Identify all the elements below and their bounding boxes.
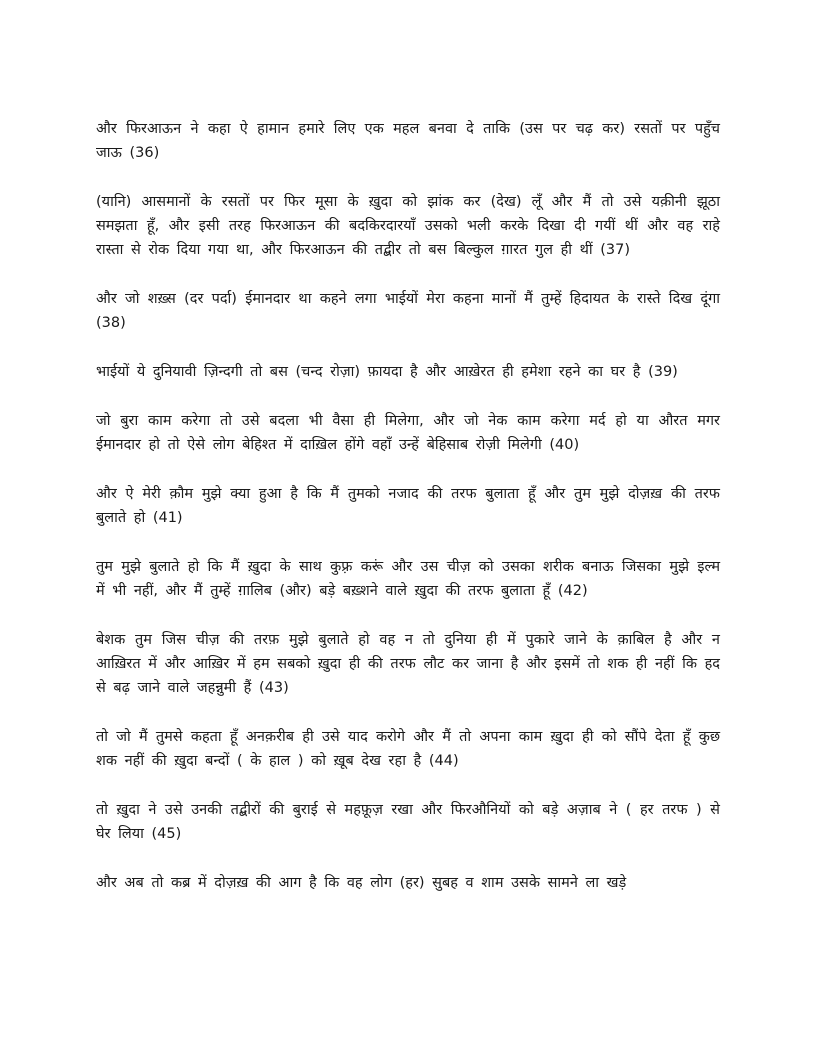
paragraph-text: और अब तो कब्र में दोज़ख़ की आग है कि वह लोग (हर) सुबह व शाम उसके सामने ला खड़े <box>96 875 627 891</box>
document-body <box>96 117 720 920</box>
verse-number: (39) <box>648 364 678 380</box>
verse-number: (44) <box>428 753 459 769</box>
paragraph-text: और फिरआऊन ने कहा ऐ हामान हमारे लिए एक महल बनवा दे ताकि (उस पर चढ़ कर) रसतों पर पहुँच जाऊ <box>96 121 720 161</box>
paragraph-verse-40 <box>96 409 720 457</box>
paragraph-verse-44 <box>96 725 720 773</box>
paragraph-verse-46-partial <box>96 871 720 895</box>
paragraph-verse-42 <box>96 555 720 603</box>
verse-number: (36) <box>129 145 160 161</box>
paragraph-text: तो जो मैं तुमसे कहता हूँ अनक़रीब ही उसे याद करोगे और मैं तो अपना काम ख़ुदा ही को सौंपे देता हूँ कुछ शक नहीं की ख़ुदा बन्दों ( के हाल ) को ख़ूब देख रहा है <box>96 729 720 769</box>
paragraph-verse-38 <box>96 287 720 335</box>
verse-number: (40) <box>549 437 580 453</box>
paragraph-verse-39 <box>96 360 720 384</box>
verse-number: (37) <box>600 242 631 258</box>
verse-number: (41) <box>152 510 183 526</box>
paragraph-text: भाईयों ये दुनियावी ज़िन्दगी तो बस (चन्द रोज़ा) फ़ायदा है और आख़ेरत ही हमेशा रहने का घर है <box>96 364 641 380</box>
paragraph-verse-37 <box>96 190 720 262</box>
paragraph-text: और ऐ मेरी क़ौम मुझे क्या हुआ है कि मैं तुमको नजाद की तरफ बुलाता हूँ और तुम मुझे दोज़ख़ की तरफ बुलाते हो <box>96 486 720 526</box>
verse-number: (38) <box>96 315 126 331</box>
paragraph-text: तो ख़ुदा ने उसे उनकी तद्बीरों की बुराई से महफ़ूज़ रखा और फिरऔनियों को बड़े अज़ाब ने ( हर तरफ ) से घेर लिया <box>96 802 720 842</box>
paragraph-text: जो बुरा काम करेगा तो उसे बदला भी वैसा ही मिलेगा, और जो नेक काम करेगा मर्द हो या औरत मगर ईमानदार हो तो ऐसे लोग बेहिश्त में दाख़िल होंगे वहाँ उन्हें बेहिसाब रोज़ी मिलेगी <box>96 413 720 453</box>
verse-number: (42) <box>557 583 588 599</box>
verse-number: (43) <box>258 680 289 696</box>
paragraph-verse-43 <box>96 628 720 700</box>
paragraph-verse-41 <box>96 482 720 530</box>
paragraph-text: और जो शख़्स (दर पर्दा) ईमानदार था कहने लगा भाईयों मेरा कहना मानों मैं तुम्हें हिदायत के रास्ते दिख दूंगा <box>96 291 720 307</box>
paragraph-text: बेशक तुम जिस चीज़ की तरफ़ मुझे बुलाते हो वह न तो दुनिया ही में पुकारे जाने के क़ाबिल है और न आख़िरत में और आख़िर में हम सबको ख़ुदा ही की तरफ लौट कर जाना है और इसमें तो शक ही नहीं कि हद से बढ़ जाने वाले जहन्नुमी हैं <box>96 632 720 696</box>
paragraph-verse-36 <box>96 117 720 165</box>
paragraph-verse-45 <box>96 798 720 846</box>
verse-number: (45) <box>151 826 182 842</box>
paragraph-text: (यानि) आसमानों के रसतों पर फिर मूसा के ख़ुदा को झांक कर (देख) लूँ और मैं तो उसे यक़ीनी झूठा समझता हूँ, और इसी तरह फिरआऊन की बदकिरदारयाँ उसको भली करके दिखा दी गयीं थीं और वह राहे रास्ता से रोक दिया गया था, और फिरआऊन की तद्बीर तो बस बिल्कुल ग़ारत गुल ही थीं <box>96 194 720 258</box>
paragraph-text: तुम मुझे बुलाते हो कि मैं ख़ुदा के साथ कुफ़्र करूं और उस चीज़ को उसका शरीक बनाऊ जिसका मुझे इल्म में भी नहीं, और मैं तुम्हें ग़ालिब (और) बड़े बख़्शने वाले ख़ुदा की तरफ बुलाता हूँ <box>96 559 720 599</box>
